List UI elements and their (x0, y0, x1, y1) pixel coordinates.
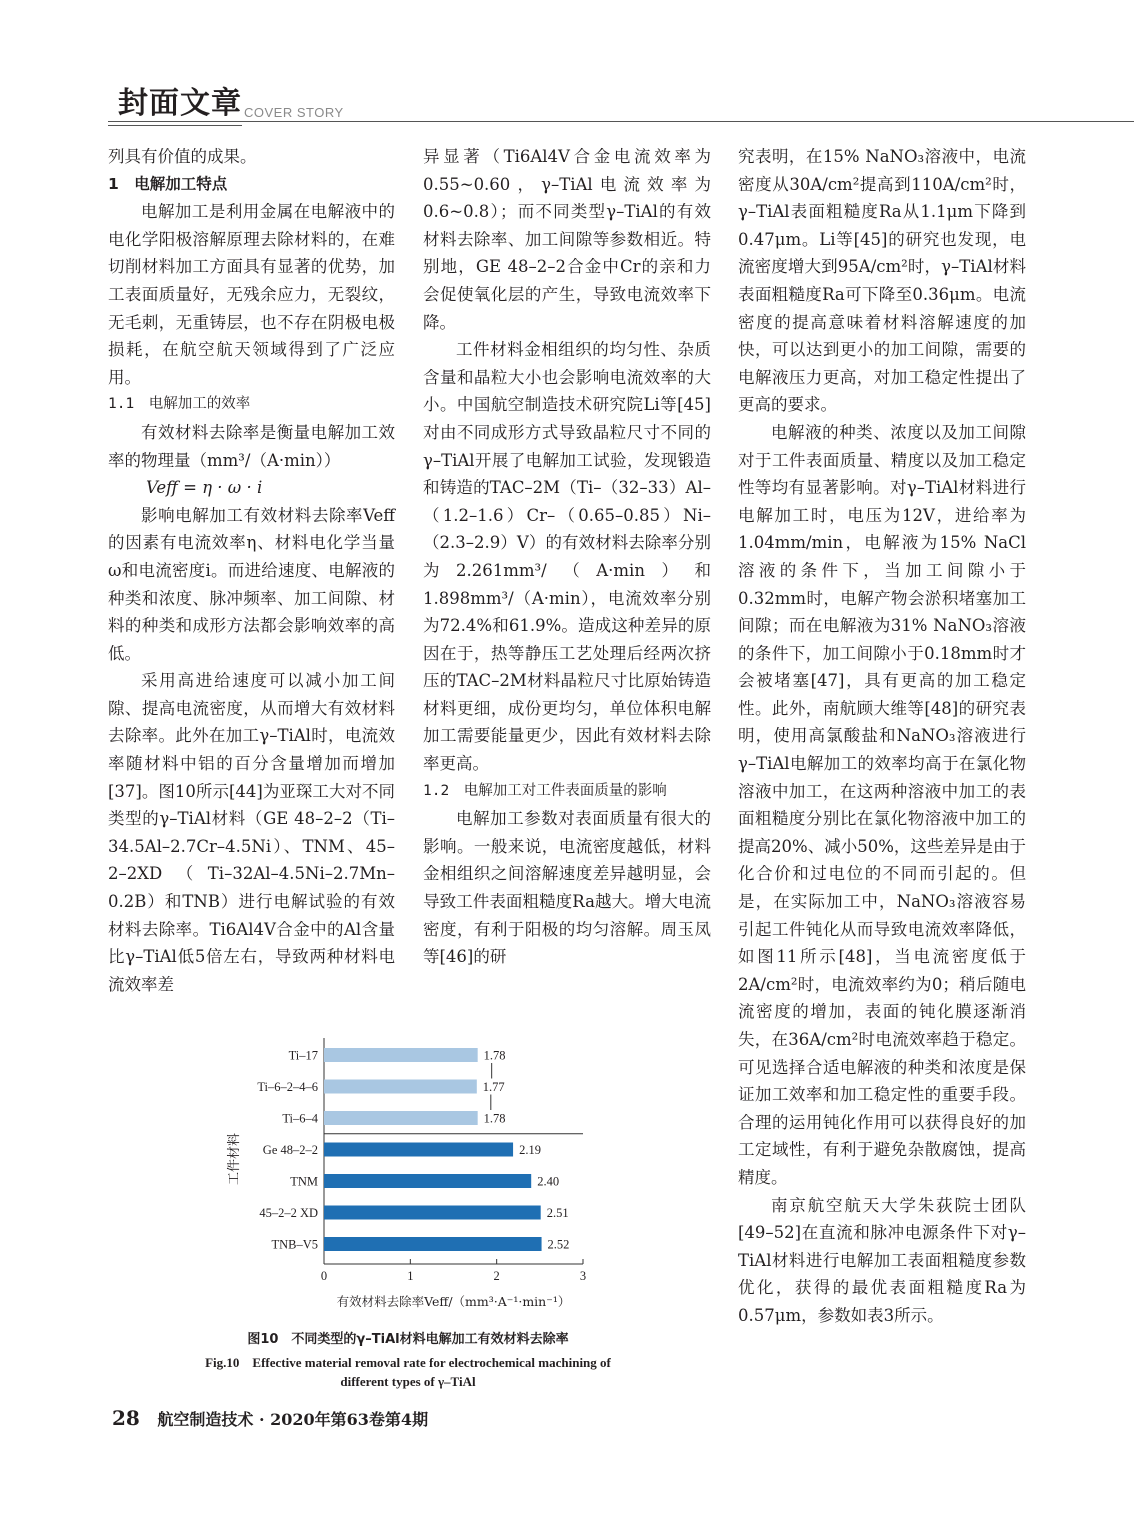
section-heading: 1 电解加工特点 (108, 174, 228, 193)
y-axis-title: 工件材料 (227, 1132, 242, 1185)
bar (324, 1080, 477, 1094)
paragraph: 电解加工是利用金属在电解液中的电化学阳极溶解原理去除材料的，在难切削材料加工方面具有显著的优势，加工表面质量好，无残余应力，无裂纹，无毛刺，无重铸层，也不存在阴极电极损耗，在航空航天领域得到了广泛应用。 (108, 202, 395, 387)
x-tick-label: 1 (407, 1269, 414, 1283)
journal-info: 航空制造技术 · 2020年第63卷第4期 (157, 1410, 429, 1429)
value-label: 2.52 (547, 1237, 570, 1252)
paragraph: 究表明，在15% NaNO₃溶液中，电流密度从30A/cm²提高到110A/cm²时，γ–TiAl表面粗糙度Ra从1.1μm下降到0.47μm。Li等[45]的研究也发现，电流密度增大到95A/cm²时，γ–TiAl材料表面粗糙度Ra可下降至0.36μm。电流密度的提高意味着材料溶解速度的加快，可以达到更小的加工间隙，需要的电解液压力更高，对加工稳定性提出了更高的要求。 (738, 147, 1026, 415)
category-label: Ge 48–2–2 (262, 1143, 318, 1157)
figure-caption-en: Fig.10 Effective material removal rate for electrochemical machining of (205, 1355, 611, 1370)
value-label: 2.19 (519, 1143, 541, 1157)
x-tick-label: 0 (320, 1269, 328, 1283)
paragraph: 南京航空航天大学朱荻院士团队[49–52]在直流和脉冲电源条件下对γ–TiAl材料进行电解加工表面粗糙度参数优化，获得的最优表面粗糙度Ra为0.57μm，参数如表3所示。 (738, 1195, 1026, 1325)
bar (324, 1048, 478, 1062)
subsection-heading: 1.2 电解加工对工件表面质量的影响 (423, 782, 667, 799)
paragraph: 影响电解加工有效材料去除率Veff的因素有电流效率η、材料电化学当量ω和电流密度i。而进给速度、电解液的种类和浓度、脉冲频率、加工间隙、材料的种类和成形方法都会影响效率的高低。 (108, 505, 395, 663)
text-column-3 (738, 143, 1026, 1330)
bar-chart (108, 1030, 708, 1330)
section-title: 封面文章 (118, 86, 242, 121)
paragraph: 列具有价值的成果。 (108, 147, 257, 166)
value-label: 2.40 (537, 1174, 560, 1189)
bar (324, 1174, 531, 1188)
text-column-1 (108, 143, 395, 998)
figure-10-chart (108, 1030, 708, 1330)
page-number: 28 (112, 1406, 140, 1430)
formula: Veff = η · ω · i (146, 478, 263, 498)
bar (324, 1206, 541, 1220)
paragraph: 工件材料金相组织的均匀性、杂质含量和晶粒大小也会影响电流效率的大小。中国航空制造技术研究院Li等[45]对由不同成形方式导致晶粒尺寸不同的γ–TiAl开展了电解加工试验，发现锻造和铸造的TAC–2M（Ti–（32–33）Al–（1.2–1.6）Cr–（0.65–0.85）Ni–（2.3–2.9）V）的有效材料去除率分别为2.261mm³/（A·min）和1.898mm³/（A·min），电流效率分别为72.4%和61.9%。造成这种差异的原因在于，热等静压工艺处理后经两次挤压的TAC–2M材料晶粒尺寸比原始铸造材料更细，成份更均匀，单位体积电解加工需要能量更少，因此有效材料去除率更高。 (423, 340, 711, 774)
category-label: Ti–6–2–4–6 (257, 1080, 318, 1094)
paragraph: 电解加工参数对表面质量有很大的影响。一般来说，电流密度越低，材料金相组织之间溶解速度差异越明显，会导致工件表面粗糙度Ra越大。增大电流密度，有利于阳极的均匀溶解。周玉凤等[46]的研 (423, 809, 711, 967)
value-label: 1.78 (483, 1048, 506, 1063)
paragraph: 有效材料去除率是衡量电解加工效率的物理量（mm³/（A·min）） (108, 422, 395, 470)
bar (324, 1143, 513, 1157)
header-divider-short (108, 125, 242, 126)
x-tick-label: 2 (493, 1269, 500, 1283)
text-column-2 (423, 143, 711, 971)
figure-caption-en-line2: different types of γ–TiAl (340, 1374, 476, 1389)
bar (324, 1237, 542, 1251)
paragraph: 采用高进给速度可以减小加工间隙、提高电流密度，从而增大有效材料去除率。此外在加工γ–TiAl时，电流效率随材料中铝的百分含量增加而增加[37]。图10所示[44]为亚琛工大对不同类型的γ–TiAl材料（GE 48–2–2（Ti–34.5Al–2.7Cr–4.5Ni）、TNM、45–2–2XD（Ti–32Al–4.5Ni–2.7Mn–0.2B）和TNB）进行电解试验的有效材料去除率。Ti6Al4V合金中的Al含量比γ–TiAl低5倍左右，导致两种材料电流效率差 (108, 671, 395, 994)
paragraph: 异显著（Ti6Al4V合金电流效率为0.55~0.60，γ–TiAl电流效率为0.6~0.8）；而不同类型γ–TiAl的有效材料去除率、加工间隙等参数相近。特别地，GE 48–2–2合金中Cr的亲和力会促使氧化层的产生，导致电流效率下降。 (423, 147, 711, 332)
value-label: 1.77 (482, 1080, 505, 1094)
figure-caption-zh: 图10 不同类型的γ–TiAl材料电解加工有效材料去除率 (247, 1332, 569, 1347)
category-label: Ti–17 (288, 1048, 318, 1063)
header-divider (108, 121, 1134, 122)
x-axis-title: 有效材料去除率Veff/（mm³·A⁻¹·min⁻¹） (336, 1294, 571, 1309)
category-label: Ti–6–4 (282, 1111, 318, 1126)
category-label: TNB–V5 (271, 1237, 318, 1252)
x-tick-label: 3 (579, 1269, 587, 1283)
category-label: 45–2–2 XD (259, 1206, 318, 1220)
page-footer (112, 1406, 428, 1430)
section-subtitle: COVER STORY (244, 105, 344, 120)
subsection-heading: 1.1 电解加工的效率 (108, 396, 251, 413)
bar (324, 1111, 478, 1125)
value-label: 2.51 (546, 1206, 569, 1220)
paragraph: 电解液的种类、浓度以及加工间隙对于工件表面质量、精度以及加工稳定性等均有显著影响。对γ–TiAl材料进行电解加工时，电压为12V，进给率为1.04mm/min，电解液为15% NaCl溶液的条件下，当加工间隙小于0.32mm时，电解产物会淤积堵塞加工间隙；而在电解液为31% NaNO₃溶液的条件下，加工间隙小于0.18mm时才会被堵塞[47]，具有更高的加工稳定性。此外，南航顾大维等[48]的研究表明，使用高氯酸盐和NaNO₃溶液进行γ–TiAl电解加工的效率均高于在氯化物溶液中加工，在这两种溶液中加工的表面粗糙度分别比在氯化物溶液中加工的提高20%、减小50%，这些差异是由于化合价和过电位的不同而引起的。但是，在实际加工中，NaNO₃溶液容易引起工件钝化从而导致电流效率降低，如图11所示[48]，当电流密度低于2A/cm²时，电流效率约为0；稍后随电流密度的增加，表面的钝化膜逐渐消失，在36A/cm²时电流效率趋于稳定。可见选择合适电解液的种类和浓度是保证加工效率和加工稳定性的重要手段。合理的运用钝化作用可以获得良好的加工定域性，有利于避免杂散腐蚀，提高精度。 (738, 422, 1026, 1187)
category-label: TNM (290, 1174, 318, 1189)
value-label: 1.78 (483, 1111, 506, 1126)
